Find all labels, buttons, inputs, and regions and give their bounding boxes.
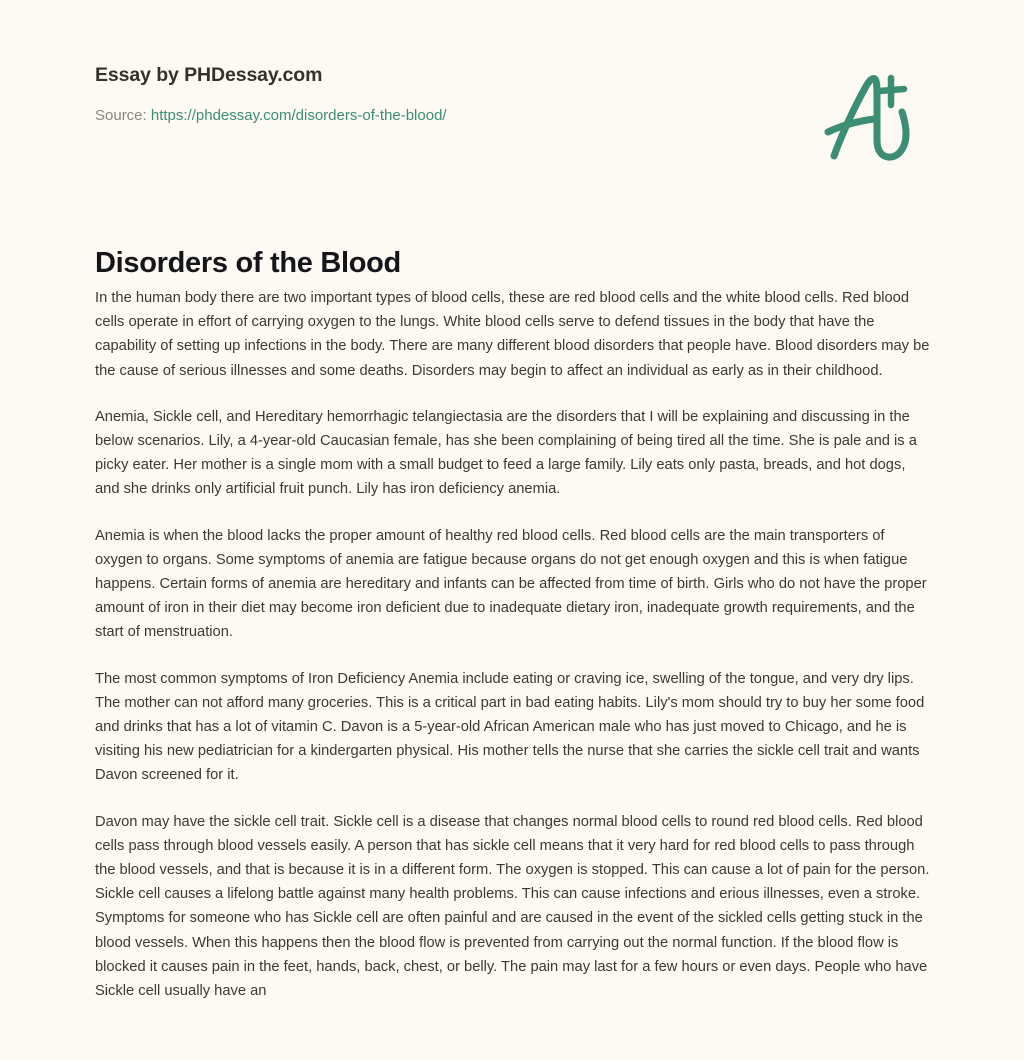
essay-body [95,286,933,1003]
source-line [95,106,795,126]
source-url-link[interactable]: https://phdessay.com/disorders-of-the-blood/ [150,107,447,124]
page-header [95,62,795,126]
essay-paragraph: Anemia is when the blood lacks the proper amount of healthy red blood cells. Red blood cells are the main transporters of oxygen to organs. Some symptoms of anemia are fatigue because organs do not get enough oxygen and this is when fatigue happens. Certain forms of anemia are hereditary and infants can be affected from time of birth. Girls who do not have the proper amount of iron in their diet may become iron deficient due to inadequate dietary iron, inadequate growth requirements, and the start of menstruation. [95,527,927,641]
brand-byline: Essay by PHDessay.com [95,64,323,86]
essay-paragraph: The most common symptoms of Iron Deficiency Anemia include eating or craving ice, swelling of the tongue, and very dry lips. The mother can not afford many groceries. This is a critical part in bad eating habits. Lily's mom should try to buy her some food and drinks that has a lot of vitamin C. Davon is a 5-year-old African American male who has just moved to Chicago, and he is visiting his new pediatrician for a kindergarten physical. His mother tells the nurse that she carries the sickle cell trait and wants Davon screened for it. [95,670,925,784]
source-label: Source: [95,107,147,124]
essay-paragraph: In the human body there are two important types of blood cells, these are red blood cells and the white blood cells. Red blood cells operate in effort of carrying oxygen to the lungs. White blood cells serve to defend tissues in the body that have the capability of setting up infections in the body. There are many different blood disorders that people have. Blood disorders may be the cause of serious illnesses and some deaths. Disorders may begin to affect an individual as early as in their childhood. [95,290,930,379]
essay-paragraph: Anemia, Sickle cell, and Hereditary hemorrhagic telangiectasia are the disorders that I will be explaining and discussing in the below scenarios. Lily, a 4-year-old Caucasian female, has she been complaining of being tired all the time. She is pale and is a picky eater. Her mother is a single mom with a small budget to feed a large family. Lily eats only pasta, breads, and hot dogs, and she drinks only artificial fruit punch. Lily has iron deficiency anemia. [95,408,917,498]
page-title: Disorders of the Blood [95,247,401,280]
essay-paragraph: Davon may have the sickle cell trait. Sickle cell is a disease that changes normal blood cells to round red blood cells. Red blood cells pass through blood vessels easily. A person that has sickle cell means that it very hard for red blood cells to pass through the blood vessels, and that is because it is in a different form. The oxygen is stopped. This can cause a lot of pain for the person. Sickle cell causes a lifelong battle against many health problems. This can cause infections and erious illnesses, even a stroke. Symptoms for someone who has Sickle cell are often painful and are caused in the event of the sickled cells getting stuck in the blood vessels. When this happens then the blood flow is prevented from carrying out the normal function. If the blood flow is blocked it causes pain in the feet, hands, back, chest, or belly. The pain may last for a few hours or even days. People who have Sickle cell usually have an [95,813,930,1000]
a-plus-grade-icon [812,60,922,170]
a-plus-grade-logo [812,60,922,170]
